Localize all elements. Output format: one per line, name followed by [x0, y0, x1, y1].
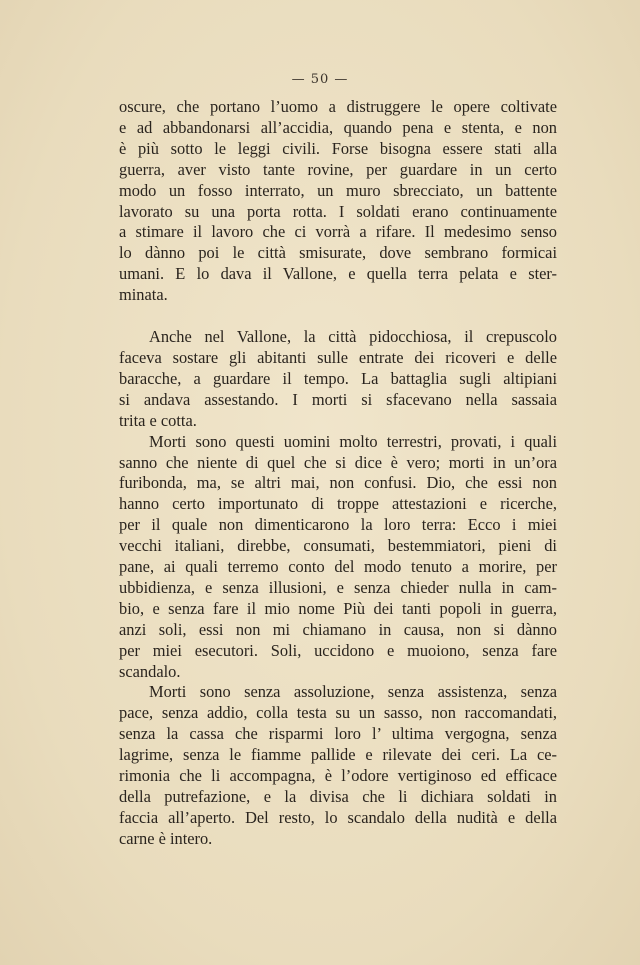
paragraph-2 [119, 327, 557, 432]
paragraph-3 [119, 432, 557, 683]
text-line: Morti sono questi uomini molto terrestri, provati, i quali [149, 431, 557, 451]
text-line: lavorato su una porta rotta. I soldati erano continuamente [119, 201, 557, 221]
text-line: scandalo. [119, 661, 181, 681]
text-line: lagrime, senza le fiamme pallide e rilevate dei ceri. La ce- [119, 745, 557, 765]
text-line: senza la cassa che risparmi loro l’ ultima vergogna, senza [119, 724, 557, 744]
paragraph-1 [119, 97, 557, 306]
text-line: faccia all’aperto. Del resto, lo scandalo della nudità e della [119, 807, 557, 827]
text-line: Morti sono senza assoluzione, senza assistenza, senza [149, 682, 557, 702]
paragraph-spacer [119, 306, 557, 327]
text-line: per il quale non dimenticarono la loro terra: Ecco i miei [119, 515, 557, 535]
text-line: trita e cotta. [119, 410, 197, 430]
text-line: hanno certo importunato di troppe attestazioni e ricerche, [119, 494, 557, 514]
text-line: vecchi italiani, direbbe, consumati, bestemmiatori, pieni di [119, 536, 557, 556]
text-line: pace, senza addio, colla testa su un sasso, non raccomandati, [119, 703, 557, 723]
text-line: è più sotto le leggi civili. Forse bisogna essere stati alla [119, 138, 557, 158]
text-line: ubbidienza, e senza illusioni, e senza chieder nulla in cam- [119, 577, 557, 597]
text-line: sanno che niente di quel che si dice è vero; morti in un’ora [119, 452, 557, 472]
text-line: baracche, a guardare il tempo. La battaglia sugli altipiani [119, 368, 557, 388]
text-line: guerra, aver visto tante rovine, per guardare in un certo [119, 159, 557, 179]
text-line: per miei esecutori. Soli, uccidono e muoiono, senza fare [119, 640, 557, 660]
paragraph-4 [119, 682, 557, 849]
text-line: faceva sostare gli abitanti sulle entrate dei ricoveri e delle [119, 347, 557, 367]
text-line: a stimare il lavoro che ci vorrà a rifare. Il medesimo senso [119, 222, 557, 242]
text-line: modo un fosso interrato, un muro sbrecciato, un battente [119, 180, 557, 200]
text-line: Anche nel Vallone, la città pidocchiosa, il crepuscolo [149, 327, 557, 347]
text-line: pane, ai quali terremo conto del modo tenuto a morire, per [119, 557, 557, 577]
text-line: anzi soli, essi non mi chiamano in causa, non si dànno [119, 619, 557, 639]
text-line: bio, e senza fare il mio nome Più dei tanti popoli in guerra, [119, 598, 557, 618]
text-line: minata. [119, 285, 168, 305]
text-line: umani. E lo dava il Vallone, e quella terra pelata e ster- [119, 264, 557, 284]
text-line: lo dànno poi le città smisurate, dove sembrano formicai [119, 243, 557, 263]
page-number: — 50 — [291, 72, 349, 87]
body-text [119, 97, 557, 850]
text-line: oscure, che portano l’uomo a distruggere le opere coltivate [119, 97, 557, 116]
text-line: rimonia che li accompagna, è l’odore vertiginoso ed efficace [119, 766, 557, 786]
text-line: furibonda, ma, se altri mai, non confusi. Dio, che essi non [119, 473, 557, 493]
text-line: carne è intero. [119, 828, 213, 848]
text-line: si andava assestando. I morti si sfacevano nella sassaia [119, 389, 557, 409]
text-line: della putrefazione, e la divisa che li dichiara soldati in [119, 787, 557, 806]
text-line: e ad abbandonarsi all’accidia, quando pena e stenta, e non [119, 117, 557, 137]
